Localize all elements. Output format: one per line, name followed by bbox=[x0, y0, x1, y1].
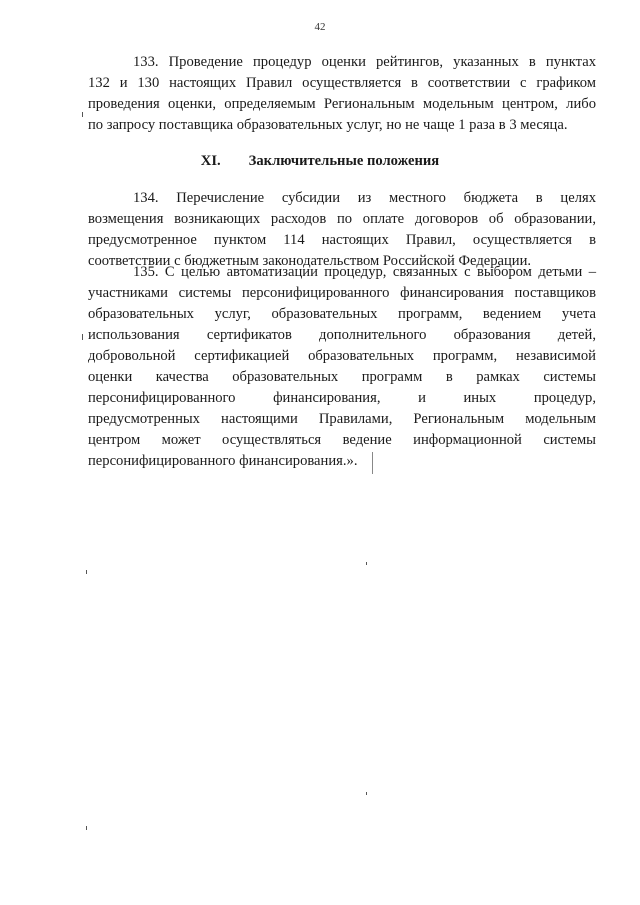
paragraph-line: предусмотренное пунктом 114 настоящих Правил, осуществляется в bbox=[88, 232, 596, 248]
section-number: XI. bbox=[200, 153, 221, 169]
paragraph-line: персонифицированного финансирования.». bbox=[88, 453, 358, 469]
paragraph-line: персонифицированного финансирования, и иных процедур, bbox=[88, 390, 596, 406]
paragraph-133 bbox=[88, 52, 596, 136]
paragraph-135 bbox=[88, 262, 596, 472]
scan-mark bbox=[86, 570, 87, 574]
paragraph-line: использования сертификатов дополнительного образования детей, bbox=[88, 327, 596, 343]
paragraph-line: участниками системы персонифицированного финансирования поставщиков bbox=[88, 285, 596, 301]
section-heading bbox=[0, 153, 640, 170]
paragraph-line: 133. Проведение процедур оценки рейтингов, указанных в пунктах bbox=[133, 54, 596, 70]
paragraph-line: 132 и 130 настоящих Правил осуществляется в соответствии с графиком bbox=[88, 75, 596, 91]
scan-mark bbox=[82, 112, 83, 117]
page-number: 42 bbox=[314, 21, 326, 33]
paragraph-134 bbox=[88, 188, 596, 272]
scan-mark bbox=[82, 334, 83, 340]
paragraph-line: 134. Перечисление субсидии из местного бюджета в целях bbox=[133, 190, 596, 206]
paragraph-line: предусмотренных настоящими Правилами, Региональным модельным bbox=[88, 411, 596, 427]
paragraph-line: образовательных услуг, образовательных программ, ведением учета bbox=[88, 306, 596, 322]
paragraph-line: центром может осуществляться ведение информационной системы bbox=[88, 432, 596, 448]
paragraph-line: возмещения возникающих расходов по оплате договоров об образовании, bbox=[88, 211, 596, 227]
paragraph-line: проведения оценки, определяемым Региональным модельным центром, либо bbox=[88, 96, 596, 112]
section-title: Заключительные положения bbox=[248, 153, 440, 169]
paragraph-line: по запросу поставщика образовательных услуг, но не чаще 1 раза в 3 месяца. bbox=[88, 117, 568, 133]
paragraph-line: добровольной сертификацией образовательных программ, независимой bbox=[88, 348, 596, 364]
scan-mark bbox=[366, 792, 367, 795]
scan-mark bbox=[372, 452, 373, 474]
paragraph-line: соответствии с бюджетным законодательством Российской Федерации. bbox=[88, 253, 532, 269]
paragraph-line: 135. С целью автоматизации процедур, связанных с выбором детьми – bbox=[133, 264, 596, 280]
scan-mark bbox=[86, 826, 87, 830]
scan-mark bbox=[366, 562, 367, 565]
paragraph-line: оценки качества образовательных программ в рамках системы bbox=[88, 369, 596, 385]
